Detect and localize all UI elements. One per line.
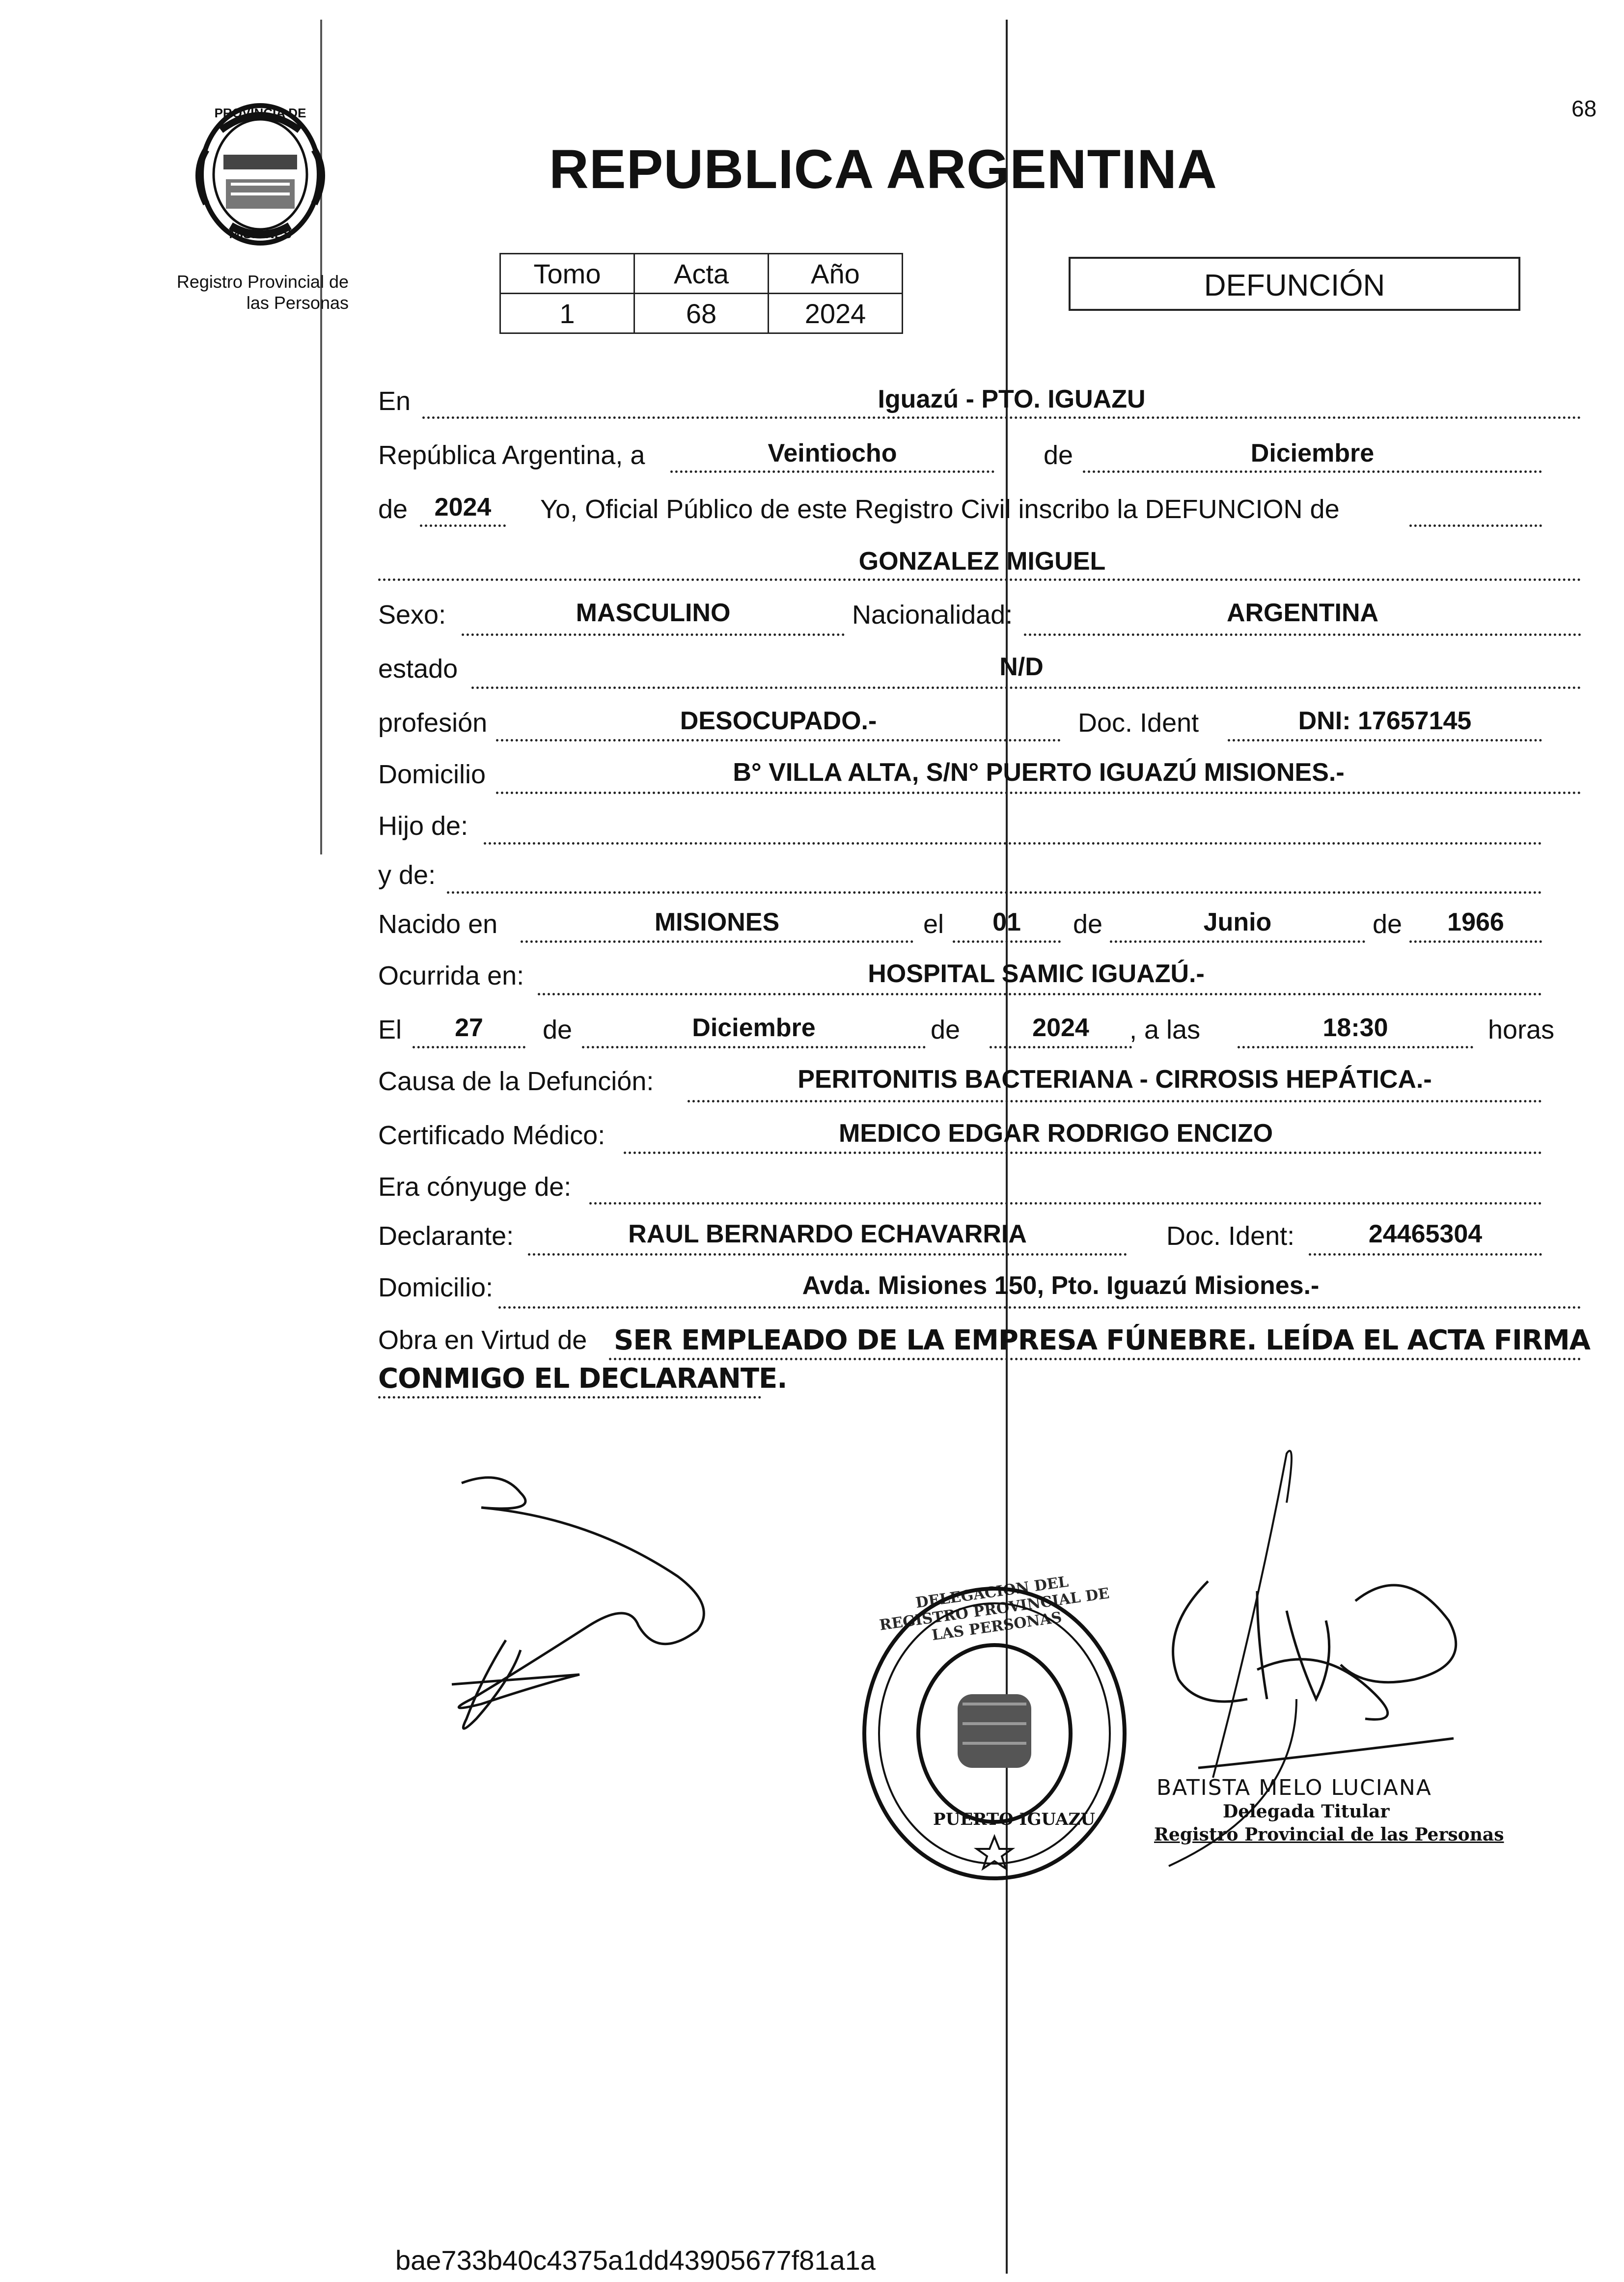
official-role: Delegada Titular	[1223, 1801, 1390, 1822]
estado-value: N/D	[999, 653, 1044, 681]
certificado-label: Certificado Médico:	[378, 1121, 606, 1150]
registry-value-tomo: 1	[500, 294, 634, 333]
declarante-doc-label: Doc. Ident:	[1166, 1221, 1295, 1251]
profesion-value: DESOCUPADO.-	[680, 707, 877, 735]
en-value: Iguazú - PTO. IGUAZU	[878, 385, 1146, 413]
conyuge-line	[589, 1202, 1542, 1205]
birth-el-label: el	[923, 909, 944, 939]
month-value: Diciembre	[1250, 439, 1375, 467]
y-de-label: y de:	[378, 860, 436, 890]
month-de-label: de	[1044, 440, 1073, 470]
ocurrida-value: HOSPITAL SAMIC IGUAZÚ.-	[868, 960, 1205, 988]
logo-caption	[152, 271, 349, 313]
seal-inner-text: PUERTO IGUAZU	[933, 1810, 1095, 1829]
estado-label: estado	[378, 654, 458, 684]
birth-day-line	[953, 940, 1061, 943]
death-year: 2024	[1032, 1014, 1089, 1042]
certificado-line	[624, 1152, 1542, 1154]
death-year-line	[990, 1046, 1132, 1048]
nacido-value: MISIONES	[654, 908, 780, 936]
document-hash: bae733b40c4375a1dd43905677f81a1a	[395, 2245, 876, 2276]
death-de2-label: de	[931, 1015, 961, 1045]
conyuge-label: Era cónyuge de:	[378, 1172, 572, 1202]
death-el-label: El	[378, 1015, 402, 1045]
day-value: Veintiocho	[768, 439, 897, 467]
birth-day: 01	[992, 908, 1021, 936]
en-line	[422, 416, 1581, 419]
y-de-line	[447, 891, 1542, 894]
emblem-text	[187, 96, 334, 241]
statement-line	[1409, 524, 1542, 527]
registry-value-acta: 68	[634, 294, 769, 333]
registry-header-ano: Año	[769, 254, 903, 294]
declarante-domicilio-line	[498, 1306, 1581, 1309]
official-name: BATISTA MELO LUCIANA	[1156, 1775, 1432, 1800]
death-month: Diciembre	[692, 1014, 816, 1042]
hijo-line	[484, 842, 1542, 845]
registry-header-tomo: Tomo	[500, 254, 634, 294]
domicilio-value: B° VILLA ALTA, S/N° PUERTO IGUAZÚ MISIONES.-	[733, 758, 1345, 787]
horas-label: horas	[1488, 1015, 1555, 1045]
birth-month: Junio	[1203, 908, 1272, 936]
sexo-line	[462, 633, 845, 636]
registry-header-row	[500, 254, 903, 294]
death-time-line	[1238, 1046, 1473, 1048]
obra-line1	[609, 1358, 1581, 1360]
death-time: 18:30	[1322, 1014, 1388, 1042]
estado-line	[471, 687, 1581, 689]
causa-value: PERITONITIS BACTERIANA - CIRROSIS HEPÁTICA.-	[798, 1065, 1432, 1094]
obra-label: Obra en Virtud de	[378, 1325, 587, 1355]
declarante-doc-line	[1309, 1253, 1542, 1256]
name-line	[378, 578, 1581, 581]
registry-header-acta: Acta	[634, 254, 769, 294]
seal-ring-text: DELEGACION DEL REGISTRO PROVINCIAL DE LAS PERSONAS	[878, 1573, 1111, 1645]
nacionalidad-value: ARGENTINA	[1226, 599, 1379, 627]
month-line	[1083, 470, 1542, 473]
nacido-label: Nacido en	[378, 909, 498, 939]
death-month-line	[582, 1046, 926, 1048]
declarante-value: RAUL BERNARDO ECHAVARRIA	[628, 1220, 1027, 1248]
death-day: 27	[455, 1014, 483, 1042]
obra-line2	[378, 1396, 761, 1399]
page-number: 68	[1571, 96, 1597, 121]
declarante-label: Declarante:	[378, 1221, 514, 1251]
domicilio-line	[496, 792, 1581, 794]
death-de1-label: de	[543, 1015, 573, 1045]
ocurrida-label: Ocurrida en:	[378, 961, 524, 990]
year-value: 2024	[434, 493, 492, 522]
domicilio-label: Domicilio	[378, 760, 486, 789]
doc-ident-line	[1228, 739, 1542, 742]
logo-caption-line2: las Personas	[246, 293, 349, 313]
registry-value-row	[500, 294, 903, 333]
logo-caption-line1: Registro Provincial de	[176, 272, 349, 292]
document-type-box: DEFUNCIÓN	[1069, 257, 1520, 311]
hijo-label: Hijo de:	[378, 811, 468, 841]
declarant-signature	[422, 1463, 766, 1778]
causa-line	[688, 1100, 1542, 1102]
deceased-name: GONZALEZ MIGUEL	[858, 547, 1106, 576]
birth-year-line	[1409, 940, 1542, 943]
birth-de1-label: de	[1073, 909, 1103, 939]
registry-table	[499, 253, 903, 334]
sexo-value: MASCULINO	[576, 599, 731, 627]
ocurrida-line	[538, 993, 1542, 995]
certificado-value: MEDICO EDGAR RODRIGO ENCIZO	[838, 1119, 1273, 1148]
obra-value-line2: CONMIGO EL DECLARANTE.	[378, 1363, 787, 1395]
year-prefix: de	[378, 495, 408, 524]
day-line	[670, 470, 994, 473]
birth-year: 1966	[1447, 908, 1504, 936]
official-office: Registro Provincial de las Personas	[1154, 1824, 1504, 1845]
doc-ident-value: DNI: 17657145	[1298, 707, 1472, 735]
death-day-line	[413, 1046, 525, 1048]
republica-label: República Argentina, a	[378, 440, 645, 470]
obra-value-line1: SER EMPLEADO DE LA EMPRESA FÚNEBRE. LEÍDA EL ACTA FIRMA	[614, 1324, 1591, 1356]
declarante-domicilio-label: Domicilio:	[378, 1273, 494, 1302]
emblem-text-bottom: MISIONES	[229, 226, 292, 241]
nacionalidad-line	[1024, 633, 1581, 636]
doc-ident-label: Doc. Ident	[1078, 708, 1199, 738]
declarante-line	[528, 1253, 1127, 1256]
registry-value-ano: 2024	[769, 294, 903, 333]
profesion-label: profesión	[378, 708, 488, 738]
en-label: En	[378, 386, 411, 416]
statement-text: Yo, Oficial Público de este Registro Civil inscribo la DEFUNCION de	[540, 495, 1340, 524]
birth-de2-label: de	[1373, 909, 1403, 939]
year-line	[420, 524, 506, 527]
causa-label: Causa de la Defunción:	[378, 1067, 654, 1096]
a-las-label: , a las	[1129, 1015, 1201, 1045]
birth-month-line	[1110, 940, 1365, 943]
profesion-line	[496, 739, 1061, 742]
nacido-line	[521, 940, 913, 943]
declarante-doc-value: 24465304	[1368, 1220, 1483, 1248]
sexo-label: Sexo:	[378, 600, 446, 630]
emblem-text-top: PROVINCIA DE	[214, 106, 306, 120]
page-title: REPUBLICA ARGENTINA	[549, 138, 1217, 200]
nacionalidad-label: Nacionalidad:	[852, 600, 1013, 630]
declarante-domicilio-value: Avda. Misiones 150, Pto. Iguazú Misiones.-	[802, 1271, 1320, 1300]
